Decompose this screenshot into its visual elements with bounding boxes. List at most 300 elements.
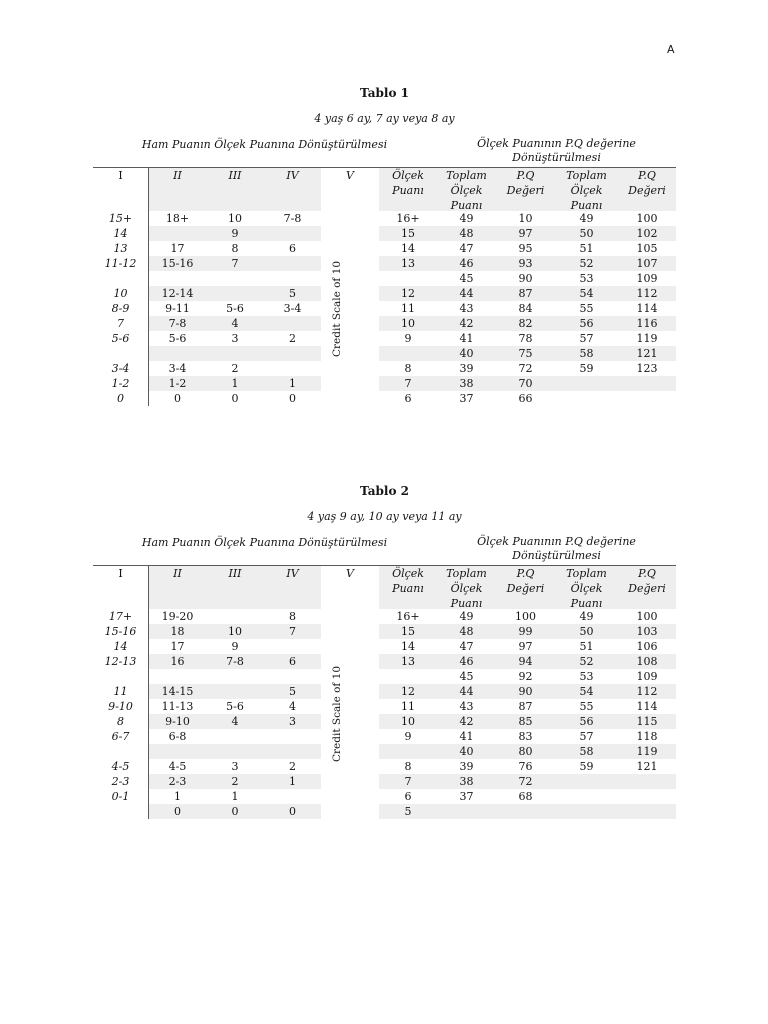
scale-score-cell: 15 xyxy=(379,624,437,639)
total-scale-score-cell: 48 xyxy=(437,226,496,241)
pq-value-cell: 82 xyxy=(496,316,555,331)
raw-score-iii-cell xyxy=(206,684,264,699)
pq-value-cell: 114 xyxy=(636,700,658,713)
raw-score-iv-cell: 8 xyxy=(289,610,296,623)
total-scale-score-cell: 47 xyxy=(459,242,474,255)
raw-score-iii-cell: 3 xyxy=(231,332,239,345)
raw-score-iii-cell xyxy=(206,346,264,361)
raw-score-ii-cell: 17 xyxy=(170,640,185,653)
total-scale-score-cell xyxy=(555,789,618,804)
total-scale-score-cell xyxy=(555,804,618,819)
raw-score-ii-cell: 9-11 xyxy=(165,302,190,315)
total-scale-score-cell: 51 xyxy=(579,640,594,653)
raw-score-v-cell xyxy=(321,331,379,346)
raw-score-v-cell xyxy=(321,301,379,316)
table-row xyxy=(93,241,676,256)
scale-score-cell: 7 xyxy=(379,774,437,789)
raw-score-iv-cell: 1 xyxy=(264,376,321,391)
scale-to-pq-header xyxy=(437,137,676,165)
header-row xyxy=(93,168,676,211)
total-scale-score-cell: 43 xyxy=(459,700,474,713)
raw-score-v-cell xyxy=(321,361,379,376)
raw-score-v-cell xyxy=(321,391,379,406)
column-header-line: IV xyxy=(286,567,299,580)
raw-score-i-cell xyxy=(93,271,149,286)
raw-to-scale-header: Ham Puanın Ölçek Puanına Dönüştürülmesi xyxy=(141,536,388,549)
raw-score-i-cell xyxy=(93,346,149,361)
raw-score-v-cell xyxy=(321,789,379,804)
raw-score-ii-cell: 15-16 xyxy=(149,256,206,271)
table-subtitle: 4 yaş 9 ay, 10 ay veya 11 ay xyxy=(307,510,462,523)
raw-score-iii-cell xyxy=(206,271,264,286)
raw-score-v-cell xyxy=(321,729,379,744)
raw-score-iii-cell: 0 xyxy=(231,392,239,405)
pq-value-cell: 92 xyxy=(518,670,533,683)
total-scale-score-cell: 41 xyxy=(459,332,474,345)
table-row xyxy=(93,211,676,226)
column-header-scale-score xyxy=(379,168,437,211)
scale-score-cell: 6 xyxy=(404,392,412,405)
total-scale-score-cell xyxy=(437,804,496,819)
pq-value-cell: 90 xyxy=(518,272,533,285)
column-header-line: Ölçek xyxy=(570,184,603,197)
raw-score-v-cell xyxy=(321,346,379,361)
raw-score-iii-cell: 9 xyxy=(206,226,264,241)
table-row xyxy=(93,256,676,271)
raw-score-v-cell xyxy=(321,376,379,391)
raw-score-i-cell: 3-4 xyxy=(93,361,149,376)
conversion-table xyxy=(93,168,676,406)
column-header-pq-value xyxy=(618,168,676,211)
pq-value-cell: 87 xyxy=(496,286,555,301)
raw-score-ii-cell: 5-6 xyxy=(168,332,187,345)
column-header-raw-score-iv xyxy=(264,168,321,211)
table-row xyxy=(93,729,676,744)
raw-score-i-cell: 4-5 xyxy=(93,759,149,774)
pq-value-cell: 99 xyxy=(496,624,555,639)
column-header-line: III xyxy=(228,169,242,182)
raw-score-v-cell xyxy=(321,639,379,654)
scale-score-cell: 10 xyxy=(379,316,437,331)
table-title: Tablo 2 xyxy=(359,484,410,498)
total-scale-score-cell: 44 xyxy=(437,286,496,301)
pq-value-cell xyxy=(496,804,555,819)
table-row xyxy=(93,301,676,316)
scale-score-cell: 10 xyxy=(379,714,437,729)
raw-score-iv-cell: 3 xyxy=(264,714,321,729)
raw-score-i-cell: 9-10 xyxy=(93,699,149,714)
pq-value-cell: 100 xyxy=(515,610,536,623)
total-scale-score-cell: 57 xyxy=(579,332,594,345)
scale-score-cell: 9 xyxy=(404,730,412,743)
raw-score-iii-cell: 3 xyxy=(231,760,239,773)
raw-score-i-cell: 0-1 xyxy=(93,789,149,804)
raw-score-v-cell xyxy=(321,804,379,819)
total-scale-score-cell: 50 xyxy=(555,226,618,241)
pq-value-cell: 116 xyxy=(618,316,676,331)
pq-value-cell: 90 xyxy=(496,684,555,699)
raw-score-i-cell: 13 xyxy=(93,241,149,256)
pq-value-cell: 121 xyxy=(618,346,676,361)
column-header-line: I xyxy=(118,169,123,182)
total-scale-score-cell: 40 xyxy=(437,346,496,361)
total-scale-score-cell: 48 xyxy=(437,624,496,639)
pq-value-cell: 108 xyxy=(618,654,676,669)
raw-score-v-cell xyxy=(321,774,379,789)
raw-score-ii-cell: 0 xyxy=(149,804,206,819)
raw-score-iv-cell: 6 xyxy=(289,242,296,255)
total-scale-score-cell: 56 xyxy=(555,316,618,331)
column-header-line: V xyxy=(346,169,354,182)
scale-score-cell: 13 xyxy=(379,256,437,271)
raw-score-ii-cell: 7-8 xyxy=(149,316,206,331)
raw-score-v-cell xyxy=(321,271,379,286)
raw-score-i-cell: 0 xyxy=(93,391,149,406)
raw-score-v-cell xyxy=(321,624,379,639)
column-header-pq-value xyxy=(618,566,676,609)
column-header-line: Toplam xyxy=(446,567,487,580)
scale-score-cell: 7 xyxy=(379,376,437,391)
raw-score-iv-cell: 5 xyxy=(264,286,321,301)
pq-value-cell: 97 xyxy=(496,226,555,241)
total-scale-score-cell: 47 xyxy=(459,640,474,653)
column-header-total-scale-score xyxy=(555,168,618,211)
column-header-line: Puanı xyxy=(450,597,483,609)
total-scale-score-cell: 56 xyxy=(555,714,618,729)
raw-score-i-cell: 2-3 xyxy=(93,774,149,789)
pq-value-cell: 109 xyxy=(636,670,658,683)
pq-value-cell: 106 xyxy=(636,640,658,653)
pq-value-cell: 84 xyxy=(518,302,533,315)
pq-value-cell: 119 xyxy=(636,332,658,345)
total-scale-score-cell: 37 xyxy=(459,790,474,803)
column-header-line: Ölçek xyxy=(392,169,424,182)
raw-score-iv-cell: 0 xyxy=(289,392,296,405)
raw-score-iv-cell xyxy=(264,256,321,271)
scale-score-cell xyxy=(379,271,437,286)
total-scale-score-cell: 55 xyxy=(579,302,594,315)
raw-score-iv-cell xyxy=(264,744,321,759)
table-1-block xyxy=(93,85,676,425)
pq-value-cell: 85 xyxy=(496,714,555,729)
column-header-line: Değeri xyxy=(628,184,666,197)
table-row xyxy=(93,271,676,286)
column-header-raw-score-iii xyxy=(206,168,264,211)
pq-value-cell: 10 xyxy=(518,212,533,225)
table-subtitle: 4 yaş 6 ay, 7 ay veya 8 ay xyxy=(314,112,455,125)
raw-score-iv-cell xyxy=(264,789,321,804)
scale-score-cell: 5 xyxy=(379,804,437,819)
table-row xyxy=(93,789,676,804)
pq-value-cell: 95 xyxy=(518,242,533,255)
pq-value-cell: 78 xyxy=(518,332,533,345)
pq-value-cell: 72 xyxy=(496,774,555,789)
raw-score-ii-cell: 18+ xyxy=(165,212,190,225)
pq-value-cell: 80 xyxy=(496,744,555,759)
total-scale-score-cell: 59 xyxy=(579,760,594,773)
raw-score-i-cell: 17+ xyxy=(93,609,149,624)
scale-score-cell xyxy=(379,346,437,361)
raw-score-v-cell xyxy=(321,226,379,241)
pq-value-cell: 115 xyxy=(618,714,676,729)
raw-score-v-cell xyxy=(321,669,379,684)
raw-score-v-cell xyxy=(321,286,379,301)
scale-score-cell: 15 xyxy=(379,226,437,241)
total-scale-score-cell: 38 xyxy=(437,774,496,789)
pq-value-cell: 112 xyxy=(618,286,676,301)
raw-score-v-cell xyxy=(321,744,379,759)
scale-score-cell xyxy=(379,669,437,684)
total-scale-score-cell: 57 xyxy=(579,730,594,743)
column-header-line: Değeri xyxy=(506,184,545,197)
column-header-line: IV xyxy=(286,169,299,182)
raw-score-v-cell xyxy=(321,211,379,226)
pq-value-cell: 105 xyxy=(636,242,658,255)
raw-score-v-cell xyxy=(321,316,379,331)
table-row xyxy=(93,774,676,789)
raw-score-i-cell: 10 xyxy=(93,286,149,301)
scale-score-cell: 16+ xyxy=(396,610,420,623)
scale-to-pq-header-line: Ölçek Puanının P.Q değerine xyxy=(477,137,636,150)
total-scale-score-cell: 38 xyxy=(437,376,496,391)
pq-value-cell: 100 xyxy=(636,610,658,623)
scale-to-pq-header xyxy=(437,535,676,563)
table-row xyxy=(93,316,676,331)
raw-score-i-cell xyxy=(93,804,149,819)
scale-score-cell: 8 xyxy=(404,760,412,773)
total-scale-score-cell: 49 xyxy=(459,212,474,225)
raw-score-ii-cell: 6-8 xyxy=(168,730,187,743)
column-header-line: Puanı xyxy=(392,184,424,197)
pq-value-cell: 76 xyxy=(518,760,533,773)
raw-score-ii-cell: 0 xyxy=(174,392,181,405)
raw-score-i-cell: 7 xyxy=(93,316,149,331)
pq-value-cell: 94 xyxy=(496,654,555,669)
column-header-line: II xyxy=(173,567,182,580)
pq-value-cell: 93 xyxy=(496,256,555,271)
credit-scale-label: Credit Scale of 10 xyxy=(331,665,343,763)
column-header-line: Puanı xyxy=(392,582,424,595)
page-marker: A xyxy=(667,43,675,56)
raw-score-v-cell xyxy=(321,241,379,256)
raw-score-ii-cell: 4-5 xyxy=(168,760,187,773)
scale-score-cell: 12 xyxy=(379,684,437,699)
column-header-line: V xyxy=(346,567,354,580)
raw-score-i-cell: 14 xyxy=(93,639,149,654)
column-header-raw-score-ii xyxy=(149,168,206,211)
raw-score-iv-cell: 3-4 xyxy=(283,302,302,315)
table-row xyxy=(93,699,676,714)
raw-score-ii-cell: 1 xyxy=(174,790,181,803)
pq-value-cell xyxy=(618,376,676,391)
raw-score-iii-cell: 4 xyxy=(206,316,264,331)
raw-score-iv-cell: 2 xyxy=(289,760,296,773)
raw-score-ii-cell: 11-13 xyxy=(161,700,194,713)
total-scale-score-cell: 42 xyxy=(437,316,496,331)
total-scale-score-cell: 53 xyxy=(579,272,594,285)
scale-score-cell: 14 xyxy=(401,242,415,255)
total-scale-score-cell: 54 xyxy=(555,286,618,301)
raw-score-iv-cell xyxy=(264,316,321,331)
column-header-line: Puanı xyxy=(570,597,603,609)
scale-score-cell: 12 xyxy=(379,286,437,301)
scale-score-cell: 6 xyxy=(404,790,412,803)
pq-value-cell: 83 xyxy=(518,730,533,743)
column-header-line: Toplam xyxy=(566,169,607,182)
total-scale-score-cell xyxy=(555,376,618,391)
pq-value-cell: 72 xyxy=(518,362,533,375)
table-row xyxy=(93,684,676,699)
total-scale-score-cell: 40 xyxy=(437,744,496,759)
scale-score-cell xyxy=(379,744,437,759)
table-title: Tablo 1 xyxy=(359,86,410,100)
raw-score-iv-cell xyxy=(264,271,321,286)
pq-value-cell: 107 xyxy=(618,256,676,271)
total-scale-score-cell: 50 xyxy=(555,624,618,639)
raw-score-iv-cell xyxy=(264,639,321,654)
table-row xyxy=(93,331,676,346)
column-header-line: Puanı xyxy=(450,199,483,211)
credit-scale-label: Credit Scale of 10 xyxy=(331,260,343,357)
column-header-raw-score-ii xyxy=(149,566,206,609)
raw-score-iii-cell: 7 xyxy=(206,256,264,271)
table-row xyxy=(93,714,676,729)
raw-score-v-cell xyxy=(321,654,379,669)
pq-value-cell: 97 xyxy=(518,640,533,653)
pq-value-cell: 87 xyxy=(518,700,533,713)
column-header-line: II xyxy=(173,169,182,182)
raw-score-i-cell: 8 xyxy=(93,714,149,729)
raw-score-i-cell: 1-2 xyxy=(93,376,149,391)
column-header-raw-score-v xyxy=(321,168,379,211)
raw-score-ii-cell xyxy=(149,669,206,684)
raw-to-scale-header: Ham Puanın Ölçek Puanına Dönüştürülmesi xyxy=(141,138,388,151)
raw-score-iv-cell: 7-8 xyxy=(283,212,302,225)
raw-score-i-cell xyxy=(93,744,149,759)
pq-value-cell: 121 xyxy=(636,760,658,773)
raw-score-iv-cell xyxy=(264,361,321,376)
total-scale-score-cell: 55 xyxy=(579,700,594,713)
total-scale-score-cell: 51 xyxy=(579,242,594,255)
raw-score-iii-cell xyxy=(206,286,264,301)
scale-score-cell: 8 xyxy=(404,362,412,375)
table-body xyxy=(93,211,676,406)
pq-value-cell: 109 xyxy=(636,272,658,285)
total-scale-score-cell: 45 xyxy=(459,670,474,683)
raw-score-iii-cell: 9 xyxy=(231,640,239,653)
raw-score-ii-cell: 18 xyxy=(149,624,206,639)
total-scale-score-cell: 52 xyxy=(555,256,618,271)
scale-score-cell: 11 xyxy=(401,302,415,315)
raw-score-v-cell xyxy=(321,609,379,624)
table-row xyxy=(93,744,676,759)
column-header-line: P.Q xyxy=(638,567,656,580)
raw-score-iii-cell xyxy=(206,609,264,624)
column-header-line: Toplam xyxy=(566,567,607,580)
scale-score-cell: 13 xyxy=(379,654,437,669)
table-row xyxy=(93,361,676,376)
raw-score-iii-cell: 5-6 xyxy=(226,700,244,713)
table-row xyxy=(93,759,676,774)
pq-value-cell: 100 xyxy=(636,212,658,225)
total-scale-score-cell: 39 xyxy=(459,760,474,773)
column-header-raw-score-i xyxy=(93,168,149,211)
raw-score-iv-cell xyxy=(264,729,321,744)
total-scale-score-cell: 58 xyxy=(555,744,618,759)
raw-score-iv-cell xyxy=(264,669,321,684)
pq-value-cell xyxy=(618,789,676,804)
raw-score-iii-cell xyxy=(206,729,264,744)
raw-score-i-cell: 15+ xyxy=(93,211,149,226)
total-scale-score-cell: 58 xyxy=(555,346,618,361)
table-row xyxy=(93,804,676,819)
pq-value-cell: 103 xyxy=(618,624,676,639)
raw-score-ii-cell: 16 xyxy=(149,654,206,669)
table-row xyxy=(93,391,676,406)
raw-score-iv-cell xyxy=(264,346,321,361)
total-scale-score-cell: 39 xyxy=(459,362,474,375)
column-header-total-scale-score xyxy=(555,566,618,609)
total-scale-score-cell: 49 xyxy=(459,610,474,623)
raw-score-i-cell: 12-13 xyxy=(93,654,149,669)
raw-score-iv-cell xyxy=(264,226,321,241)
pq-value-cell: 119 xyxy=(618,744,676,759)
raw-score-iv-cell: 0 xyxy=(264,804,321,819)
raw-score-iii-cell xyxy=(206,744,264,759)
raw-score-ii-cell: 2-3 xyxy=(149,774,206,789)
raw-score-iv-cell: 5 xyxy=(264,684,321,699)
raw-score-i-cell: 5-6 xyxy=(93,331,149,346)
column-header-raw-score-i xyxy=(93,566,149,609)
total-scale-score-cell: 49 xyxy=(579,610,594,623)
scale-to-pq-header-line: Ölçek Puanının P.Q değerine xyxy=(477,535,636,548)
column-header-line: P.Q xyxy=(516,169,535,182)
raw-score-v-cell xyxy=(321,256,379,271)
pq-value-cell: 112 xyxy=(618,684,676,699)
raw-score-ii-cell xyxy=(149,271,206,286)
raw-score-v-cell xyxy=(321,699,379,714)
pq-value-cell: 123 xyxy=(636,362,658,375)
column-header-line: I xyxy=(118,567,123,580)
total-scale-score-cell xyxy=(555,774,618,789)
pq-value-cell: 102 xyxy=(618,226,676,241)
raw-score-ii-cell: 19-20 xyxy=(161,610,194,623)
total-scale-score-cell: 53 xyxy=(579,670,594,683)
scale-score-cell: 11 xyxy=(401,700,415,713)
raw-score-iii-cell: 8 xyxy=(231,242,239,255)
column-header-pq-value xyxy=(496,168,555,211)
raw-score-i-cell: 11-12 xyxy=(93,256,149,271)
pq-value-cell xyxy=(618,774,676,789)
scale-score-cell: 9 xyxy=(404,332,412,345)
total-scale-score-cell: 52 xyxy=(555,654,618,669)
table-row xyxy=(93,654,676,669)
raw-score-i-cell: 14 xyxy=(93,226,149,241)
header-row xyxy=(93,566,676,609)
table-row xyxy=(93,609,676,624)
raw-score-ii-cell xyxy=(149,346,206,361)
conversion-table xyxy=(93,566,676,819)
column-header-line: P.Q xyxy=(516,567,535,580)
column-header-line: Puanı xyxy=(570,199,603,211)
raw-score-i-cell: 8-9 xyxy=(93,301,149,316)
table-2-block xyxy=(93,483,676,823)
total-scale-score-cell: 46 xyxy=(437,654,496,669)
total-scale-score-cell: 46 xyxy=(437,256,496,271)
total-scale-score-cell: 42 xyxy=(437,714,496,729)
raw-score-i-cell: 6-7 xyxy=(93,729,149,744)
raw-score-iii-cell: 10 xyxy=(228,212,242,225)
